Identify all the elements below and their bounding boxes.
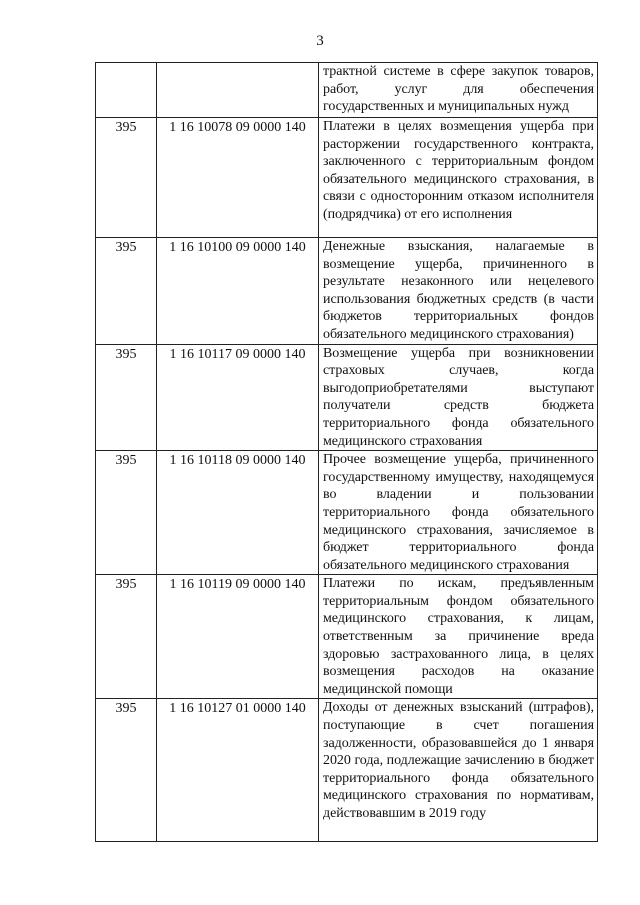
- budget-code-cell: 1 16 10118 09 0000 140: [157, 451, 319, 575]
- income-name-cell: [319, 63, 598, 118]
- income-name-text: Платежи по искам, предъявленным территориальным фондом обязательного медицинского страхования, к лицам, ответственным за причинение вреда здоровью застрахованного лица, в целях возмещения расходов на оказание медицинской помощи: [323, 576, 594, 697]
- table-row: [96, 344, 598, 451]
- table-row: [96, 699, 598, 842]
- budget-code-cell: 1 16 10078 09 0000 140: [157, 118, 319, 238]
- income-codes-table: [95, 62, 598, 842]
- budget-code-cell: 1 16 10117 09 0000 140: [157, 344, 319, 451]
- page-number: 3: [316, 33, 324, 49]
- admin-code-cell: 395: [96, 344, 157, 451]
- budget-code-cell: 1 16 10100 09 0000 140: [157, 238, 319, 345]
- admin-code-cell: 395: [96, 238, 157, 345]
- table-row: [96, 63, 598, 118]
- income-name-text: Денежные взыскания, налагаемые в возмещение ущерба, причиненного в результате незаконного или нецелевого использования бюджетных средств (в части бюджетов территориальных фондов обязательного медицинского страхования): [323, 239, 594, 342]
- table-row: [96, 575, 598, 699]
- income-name-cell: [319, 344, 598, 451]
- admin-code-cell: 395: [96, 118, 157, 238]
- admin-code-cell: 395: [96, 699, 157, 842]
- admin-code-cell: [96, 63, 157, 118]
- income-name-cell: [319, 238, 598, 345]
- income-name-text: Доходы от денежных взысканий (штрафов), поступающие в счет погашения задолженности, образовавшейся до 1 января 2020 года, подлежащие зачислению в бюджет территориального фонда обязательного медицинского страхования по нормативам, действовавшим в 2019 году: [323, 700, 594, 821]
- income-name-cell: [319, 699, 598, 842]
- income-name-cell: [319, 118, 598, 238]
- income-name-text: Возмещение ущерба при возникновении страховых случаев, когда выгодоприобретателями выступают получатели средств бюджета территориального фонда обязательного медицинского страхования: [323, 345, 594, 449]
- income-name-text: Прочее возмещение ущерба, причиненного государственному имуществу, находящемуся во владении и пользовании территориального фонда обязательного медицинского страхования, зачисляемое в бюджет территориального фонда обязательного медицинского страхования: [323, 452, 594, 573]
- table-row: [96, 451, 598, 575]
- admin-code-cell: 395: [96, 451, 157, 575]
- budget-code-cell: 1 16 10127 01 0000 140: [157, 699, 319, 842]
- budget-code-cell: 1 16 10119 09 0000 140: [157, 575, 319, 699]
- budget-code-cell: [157, 63, 319, 118]
- income-name-text: Платежи в целях возмещения ущерба при расторжении государственного контракта, заключенного с территориальным фондом обязательного медицинского страхования, в связи с односторонним отказом исполнителя (подрядчика) от его исполнения: [323, 119, 594, 222]
- admin-code-cell: 395: [96, 575, 157, 699]
- table-row: [96, 118, 598, 238]
- income-name-cell: [319, 451, 598, 575]
- table-row: [96, 238, 598, 345]
- income-name-cell: [319, 575, 598, 699]
- income-name-text: трактной системе в сфере закупок товаров, работ, услуг для обеспечения государственных и муниципальных нужд: [323, 64, 594, 115]
